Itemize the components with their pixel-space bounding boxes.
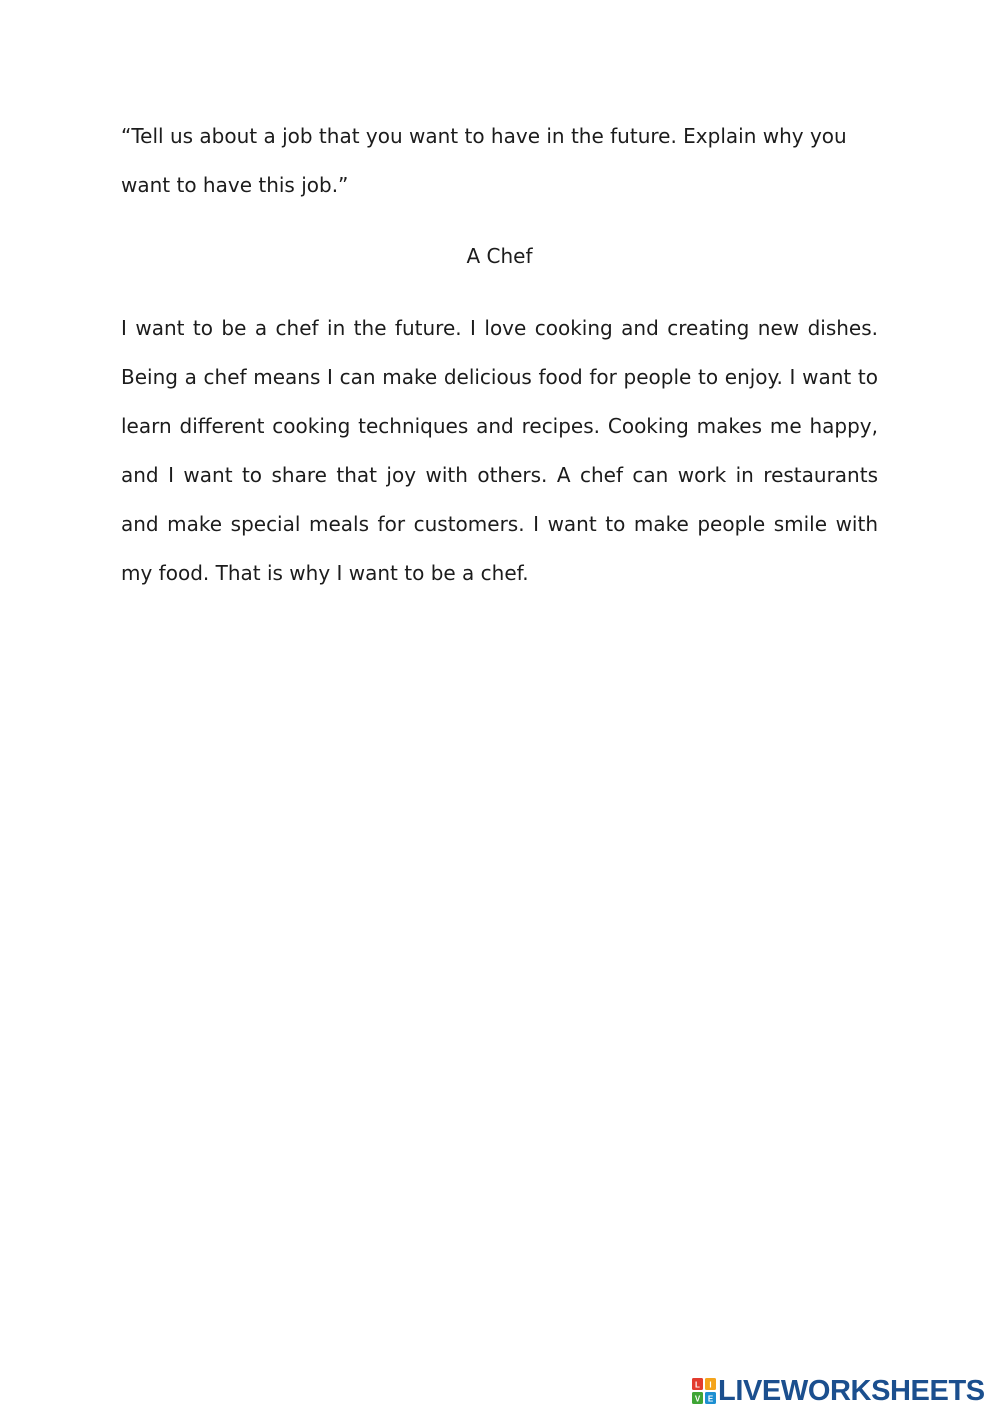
liveworksheets-brand-text: LIVEWORKSHEETS — [718, 1375, 985, 1407]
writing-prompt: “Tell us about a job that you want to have in the future. Explain why you want to have this job.” — [121, 124, 847, 197]
live-logo-mark — [692, 1378, 716, 1404]
liveworksheets-logo[interactable] — [692, 1374, 985, 1408]
essay-body: I want to be a chef in the future. I love cooking and creating new dishes. Being a chef means I can make delicious food for people to enjoy. I want to learn different cooking techniques and recipes. Cooking makes me happy, and I want to share that joy with others. A chef can work in restaurants and make special meals for customers. I want to make people smile with my food. That is why I want to be a chef. — [121, 316, 878, 585]
logo-letter-i: I — [709, 1380, 712, 1390]
logo-letter-v: V — [694, 1394, 701, 1404]
logo-letter-l: L — [695, 1380, 700, 1390]
logo-letter-e: E — [707, 1394, 714, 1404]
essay-title: A Chef — [466, 244, 533, 268]
